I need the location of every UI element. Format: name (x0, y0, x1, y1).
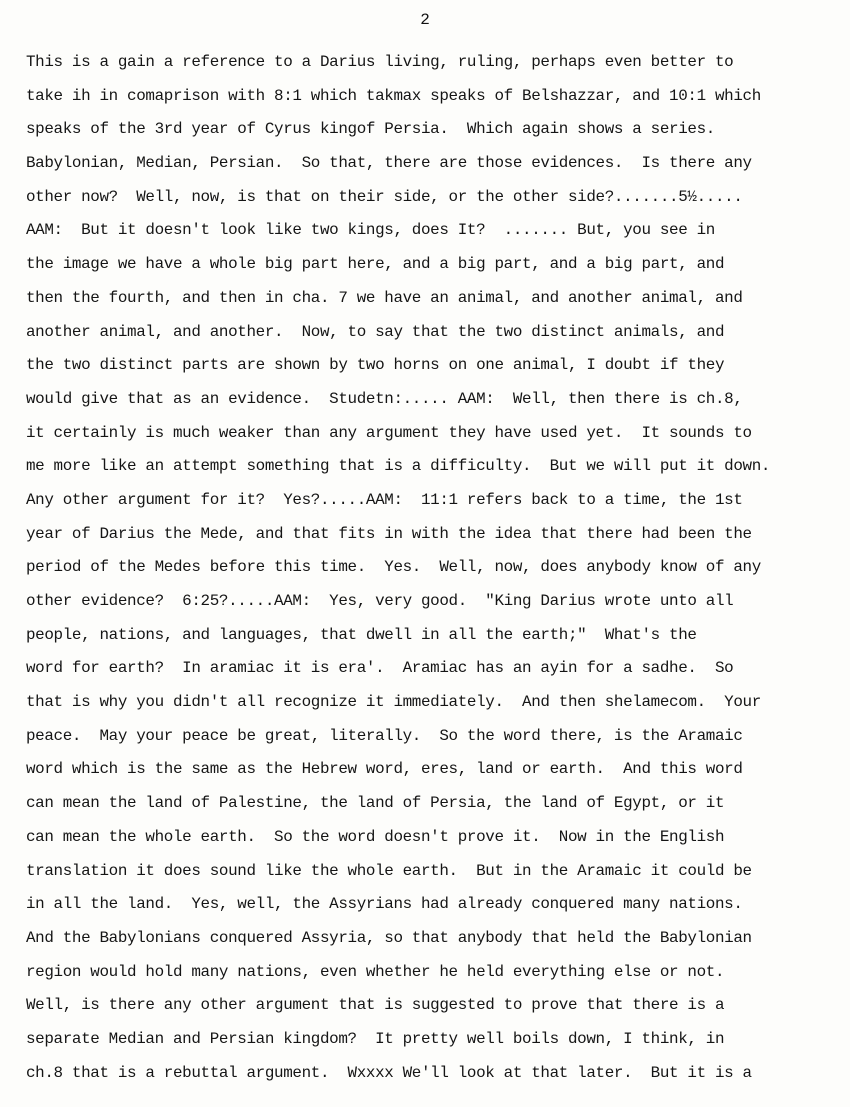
text-line: that is why you didn't all recognize it immediately. And then shelamecom. Your (26, 693, 761, 712)
text-line: another animal, and another. Now, to say that the two distinct animals, and (26, 322, 725, 341)
text-line: word for earth? In aramiac it is era'. Aramiac has an ayin for a sadhe. So (26, 659, 734, 678)
text-line: me more like an attempt something that is a difficulty. But we will put it down. (26, 457, 771, 476)
text-line: AAM: But it doesn't look like two kings, does It? ....... But, you see in (26, 221, 715, 240)
text-line: word which is the same as the Hebrew word, eres, land or earth. And this word (26, 760, 743, 779)
page-number: 2 (420, 11, 430, 29)
text-line: This is a gain a reference to a Darius living, ruling, perhaps even better to (26, 53, 734, 71)
text-line: translation it does sound like the whole earth. But in the Aramaic it could be (26, 861, 752, 880)
text-line: peace. May your peace be great, literally. So the word there, is the Aramaic (26, 726, 743, 745)
text-line: speaks of the 3rd year of Cyrus kingof Persia. Which again shows a series. (26, 120, 715, 139)
text-line: And the Babylonians conquered Assyria, so that anybody that held the Babylonian (26, 928, 752, 947)
text-line: period of the Medes before this time. Yes. Well, now, does anybody know of any (26, 558, 761, 577)
text-line: take ih in comaprison with 8:1 which takmax speaks of Belshazzar, and 10:1 which (26, 86, 761, 105)
page-body-text (26, 46, 841, 1090)
text-line: can mean the land of Palestine, the land of Persia, the land of Egypt, or it (26, 794, 725, 813)
text-line: people, nations, and languages, that dwell in all the earth;" What's the (26, 625, 697, 644)
text-line: ch.8 that is a rebuttal argument. Wxxxx We'll look at that later. But it is a (26, 1063, 752, 1082)
text-line: Babylonian, Median, Persian. So that, there are those evidences. Is there any (26, 154, 752, 173)
text-line: can mean the whole earth. So the word doesn't prove it. Now in the English (26, 827, 725, 846)
text-line: Any other argument for it? Yes?.....AAM: 11:1 refers back to a time, the 1st (26, 490, 743, 509)
text-line: it certainly is much weaker than any argument they have used yet. It sounds to (26, 423, 752, 442)
text-line: in all the land. Yes, well, the Assyrians had already conquered many nations. (26, 895, 743, 914)
text-line: the image we have a whole big part here, and a big part, and a big part, and (26, 255, 725, 274)
text-line: year of Darius the Mede, and that fits in with the idea that there had been the (26, 524, 752, 543)
text-line: separate Median and Persian kingdom? It pretty well boils down, I think, in (26, 1029, 725, 1048)
text-line: Well, is there any other argument that is suggested to prove that there is a (26, 996, 725, 1015)
text-line: other evidence? 6:25?.....AAM: Yes, very good. "King Darius wrote unto all (26, 592, 734, 610)
text-line: region would hold many nations, even whether he held everything else or not. (26, 962, 725, 981)
text-line: then the fourth, and then in cha. 7 we have an animal, and another animal, and (26, 288, 743, 307)
text-line: the two distinct parts are shown by two horns on one animal, I doubt if they (26, 356, 725, 375)
text-line: would give that as an evidence. Studetn:..... AAM: Well, then there is ch.8, (26, 389, 743, 408)
text-line: other now? Well, now, is that on their side, or the other side?.......5½..... (26, 187, 743, 206)
